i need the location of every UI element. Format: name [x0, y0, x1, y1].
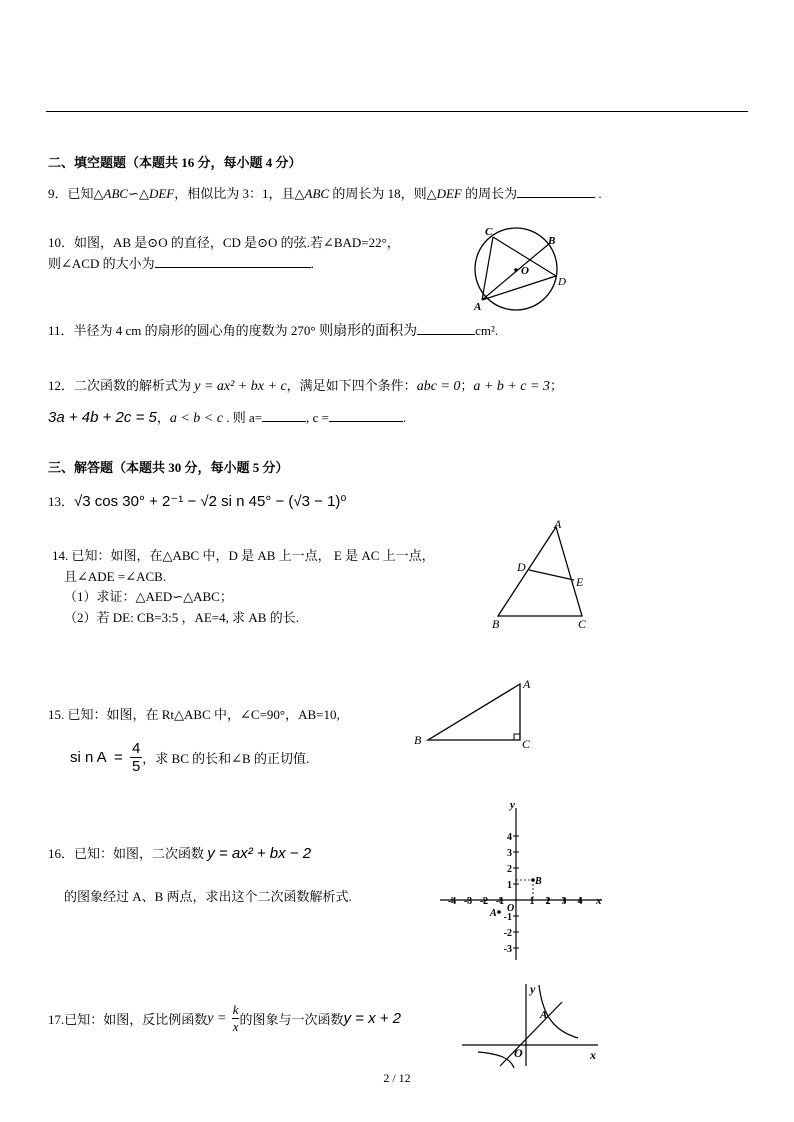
q16-y-tick-label: -3	[503, 944, 512, 955]
q16-line2: 的图象经过 A、B 两点，求出这个二次函数解析式.	[64, 889, 352, 904]
q16-x-tick-label: 3	[561, 896, 567, 907]
q10-line2-text: 则∠ACD 的大小为	[48, 256, 155, 271]
q10-label-b: B	[548, 235, 556, 247]
q9-text-a: 已知△	[67, 186, 104, 201]
q15-fraction	[130, 740, 142, 775]
q12-text-b: ，满足如下四个条件：	[286, 378, 417, 393]
section-title-solve: 三、解答题（本题共 30 分，每小题 5 分）	[48, 460, 289, 475]
q16-line1	[48, 843, 311, 862]
q10-end: .	[310, 256, 314, 271]
q16-text-a: 16．已知：如图，二次函数	[48, 846, 208, 861]
q12-text-a: 12．二次函数的解析式为	[48, 378, 195, 393]
q16-y-tick-label: -1	[503, 912, 512, 923]
q14-label-e: E	[576, 575, 584, 589]
q17-text-b: 的图象与一次函数	[239, 1012, 344, 1027]
q13-expression: √3 cos 30° + 2⁻¹ − √2 si n 45° − (√3 − 1)⁰	[74, 493, 347, 510]
q14-line4: （2）若 DE: CB=3:5 ，AE=4, 求 AB 的长.	[64, 610, 299, 625]
q16-x-tick-label: -3	[463, 896, 473, 907]
q12-answer-a-blank[interactable]	[262, 409, 306, 422]
q16-x-tick-label: 1	[529, 896, 535, 907]
question-11	[48, 320, 498, 340]
q10-chord-ad	[482, 276, 556, 300]
q9-abc2: ABC	[304, 186, 330, 201]
q12-cond-1: abc = 0	[416, 379, 461, 394]
q17-frac-den: x	[232, 1019, 239, 1034]
q15-text-b: ，求 BC 的长和∠B 的正切值.	[142, 751, 310, 766]
q12-sep-1: ；	[460, 378, 474, 393]
q11-unit: cm².	[475, 323, 499, 338]
q16-label-a: A	[490, 908, 497, 919]
q9-answer-blank[interactable]	[517, 185, 595, 198]
q13-number: 13．	[48, 494, 75, 509]
q9-sim: ∽△	[128, 186, 149, 201]
q16-x-tick-labels	[448, 896, 583, 907]
q10-line2	[48, 253, 314, 272]
q15-frac-num: 4	[131, 740, 141, 757]
q16-x-tick-label: -2	[479, 896, 489, 907]
q10-label-d: D	[558, 276, 566, 288]
q9-text-d: 的周长为	[461, 186, 518, 201]
q12-end: .	[402, 410, 407, 425]
q17-axis-x-label: x	[590, 1048, 596, 1062]
q12-formula: y = ax² + bx + c	[194, 379, 287, 394]
q10-center-dot	[514, 268, 518, 272]
header-rule	[46, 111, 748, 112]
q9-def2: DEF	[436, 186, 462, 201]
q15-equals: =	[113, 749, 123, 766]
section-title-fill-blank: 二、填空题题（本题共 16 分，每小题 4 分）	[48, 155, 302, 170]
q16-x-tick-label: 2	[545, 896, 551, 907]
q16-y-tick-label: -2	[503, 928, 512, 939]
question-9	[48, 183, 602, 202]
q16-y-tick-label: 4	[507, 832, 512, 843]
q17-line-graph	[500, 1002, 562, 1066]
q11-answer-blank[interactable]	[417, 322, 475, 335]
q12-cond-3: 3a + 4b + 2c = 5	[48, 409, 157, 426]
q16-x-tick-label: 4	[577, 896, 583, 907]
q16-y-tick-label: 1	[507, 880, 512, 891]
q17-fraction	[232, 1002, 240, 1035]
q17-frac-num: k	[232, 1002, 239, 1017]
q12-comma: ，	[156, 410, 170, 425]
q16-origin-label: O	[507, 903, 515, 914]
q16-x-tick-label: -4	[447, 896, 457, 907]
q10-label-c: C	[485, 226, 493, 238]
q12-line2	[48, 407, 406, 427]
q16-x-tick-label: -1	[495, 896, 505, 907]
q11-text-b: 则扇形的面积为	[315, 324, 418, 339]
q14-line1: 14. 已知：如图，在△ABC 中，D 是 AB 上一点， E 是 AC 上一点，	[52, 548, 435, 563]
q17-label-a: A	[540, 1009, 548, 1021]
q17-graph-figure	[458, 980, 604, 1068]
q15-label-c: C	[522, 737, 531, 751]
q15-label-b: B	[414, 733, 422, 747]
q9-def: DEF	[148, 186, 175, 201]
q9-abc: ABC	[103, 186, 129, 201]
q17-line1	[48, 1002, 401, 1042]
q12-answer-c-blank[interactable]	[329, 409, 403, 422]
q16-y-tick-label: 3	[507, 848, 512, 859]
q14-label-d: D	[517, 560, 526, 574]
q10-label-a: A	[474, 301, 482, 313]
q14-triangle-abc	[498, 527, 582, 616]
q12-text-mid: , c =	[306, 410, 329, 425]
q17-origin-label: O	[514, 1046, 523, 1060]
q15-triangle-figure	[408, 674, 540, 754]
q14-segment-de	[529, 570, 574, 580]
q10-answer-blank[interactable]	[155, 255, 311, 268]
q15-frac-den: 5	[131, 758, 141, 775]
q9-text-b: ，相似比为 3：1，且△	[174, 186, 305, 201]
q9-end: .	[598, 186, 602, 201]
q17-hyperbola-branch-2	[478, 1052, 514, 1068]
q12-cond-2: a + b + c = 3	[473, 379, 550, 394]
q17-text-a: 17.已知：如图，反比例函数	[48, 1012, 208, 1027]
q12-cond-4: a < b < c	[169, 411, 223, 426]
q14-line2: 且∠ADE =∠ACB.	[64, 569, 167, 584]
q14-label-b: B	[492, 617, 500, 631]
q15-line2	[70, 740, 309, 782]
question-13	[48, 491, 346, 510]
q16-formula: y = ax² + bx − 2	[207, 845, 312, 862]
q12-line1	[48, 375, 563, 395]
q15-sin: si n A	[70, 749, 107, 766]
q16-y-tick-labels	[504, 832, 519, 955]
q12-text-c: . 则 a=	[222, 410, 263, 425]
q10-label-o: O	[521, 265, 529, 277]
q14-triangle-figure	[486, 518, 596, 634]
q15-label-a: A	[523, 677, 531, 691]
q14-label-a: A	[554, 518, 562, 531]
q14-line3: （1）求证：△AED∽△ABC；	[64, 589, 233, 604]
q11-text-a: 11．半径为 4 cm 的扇形的圆心角的度数为 270°	[48, 323, 316, 338]
q15-triangle-abc	[428, 684, 520, 740]
q12-sep-2: ；	[549, 378, 563, 393]
q17-formula: y = x + 2	[343, 1010, 402, 1027]
q16-axis-y-label: y	[510, 800, 515, 811]
q16-y-tick-label: 2	[507, 864, 512, 875]
q10-circle-figure	[466, 222, 576, 314]
q17-y-equals: y =	[207, 1010, 227, 1026]
q14-label-c: C	[578, 617, 587, 631]
q16-axis-x-label: x	[596, 895, 602, 907]
q17-axis-y-label: y	[530, 982, 536, 996]
q15-line1: 15. 已知：如图，在 Rt△ABC 中，∠C=90°，AB=10,	[48, 707, 340, 722]
q16-point-a	[497, 910, 501, 914]
page-number: 2 / 12	[383, 1071, 411, 1085]
q10-chord-ca	[482, 237, 493, 300]
q15-right-angle-mark	[514, 734, 520, 740]
q16-label-b: B	[535, 876, 542, 887]
q9-number: 9．	[48, 186, 68, 201]
q16-coordinate-figure	[436, 800, 608, 964]
q10-line1: 10．如图，AB 是⊙O 的直径，CD 是⊙O 的弦.若∠BAD=22°，	[48, 235, 400, 250]
q9-text-c: 的周长为 18，则△	[329, 186, 437, 201]
